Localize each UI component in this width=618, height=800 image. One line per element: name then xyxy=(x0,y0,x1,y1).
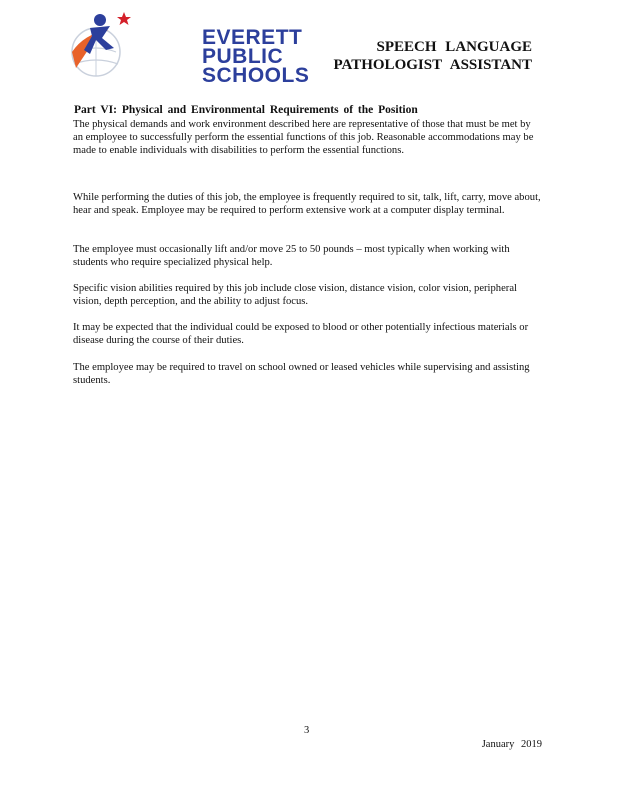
page-number: 3 xyxy=(304,725,310,736)
footer-date: January 2019 xyxy=(481,739,542,750)
logo-line-3: SCHOOLS xyxy=(202,64,310,87)
title-line-2: PATHOLOGIST ASSISTANT xyxy=(333,57,532,73)
everett-public-schools-logo xyxy=(66,8,310,87)
logo-line-1: EVERETT xyxy=(202,26,303,49)
logo-wordmark xyxy=(202,28,309,85)
logo-line-2: PUBLIC xyxy=(202,45,284,68)
paragraph-physical-demands: The physical demands and work environment described here are representative of those that must be met by an employee to successfully perform the essential functions of this job. Reasonable accommodations may be made to enable individuals with disabilities to perform the essential functions. xyxy=(73,119,534,156)
document-title xyxy=(333,38,532,74)
paragraph-exposure: It may be expected that the individual could be exposed to blood or other potentially infectious materials or disease during the course of their duties. xyxy=(73,322,529,346)
title-line-1: SPEECH LANGUAGE xyxy=(376,39,532,55)
paragraph-travel: The employee may be required to travel on school owned or leased vehicles while supervising and assisting students. xyxy=(73,362,530,386)
paragraph-duties: While performing the duties of this job, the employee is frequently required to sit, talk, lift, carry, move about, hear and speak. Employee may be required to perform extensive work at a computer display terminal. xyxy=(73,192,541,216)
section-heading: Part VI: Physical and Environmental Requirements of the Position xyxy=(74,104,418,116)
logo-emblem-icon xyxy=(66,8,136,82)
paragraph-vision: Specific vision abilities required by this job include close vision, distance vision, color vision, peripheral vision, depth perception, and the ability to adjust focus. xyxy=(73,283,517,307)
paragraph-lifting: The employee must occasionally lift and/or move 25 to 50 pounds – most typically when working with students who require specialized physical help. xyxy=(73,244,510,268)
